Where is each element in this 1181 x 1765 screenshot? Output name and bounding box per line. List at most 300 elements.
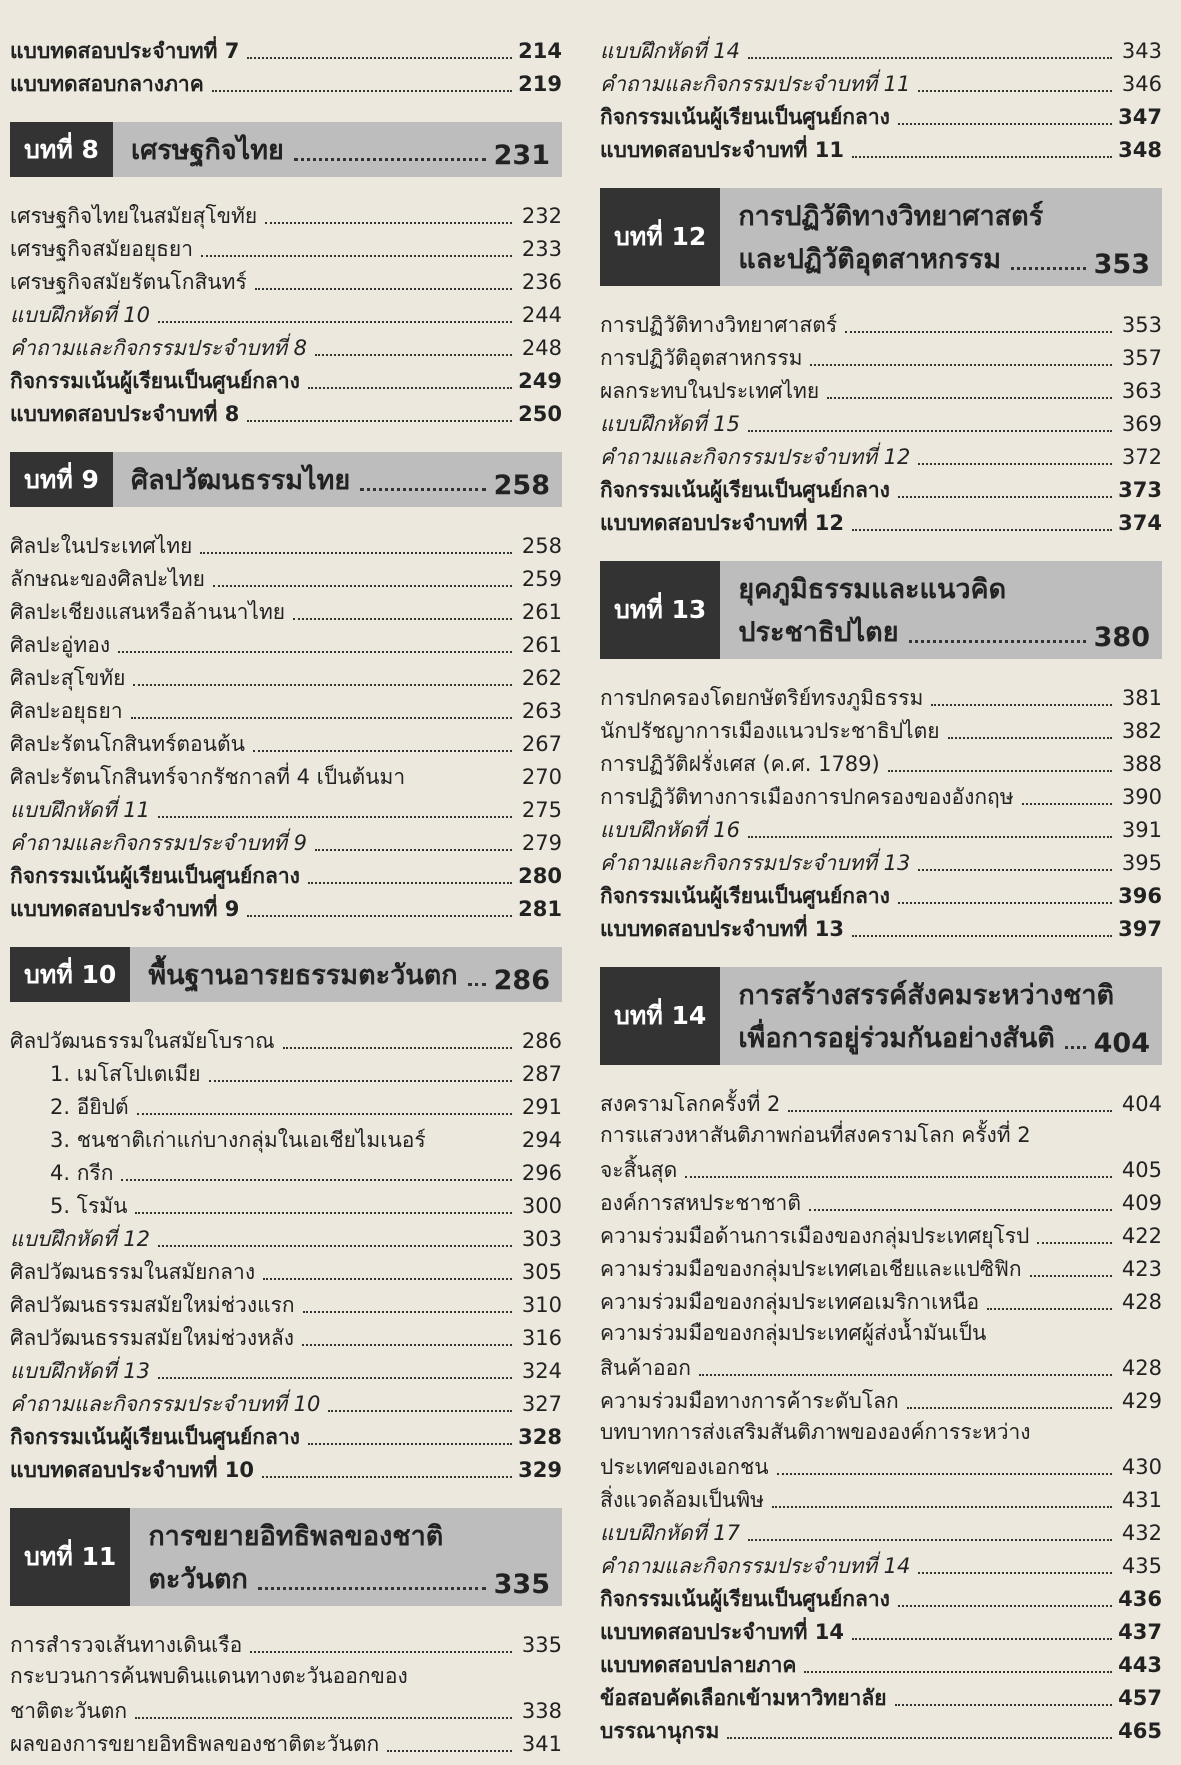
toc-entry-page: 341 <box>521 1732 562 1756</box>
toc-entry[interactable] <box>600 1384 1162 1417</box>
toc-entry-title: แบบฝึกหัดที่ 11 <box>10 798 150 822</box>
chapter-badge: บทที่ 13 <box>600 561 720 659</box>
toc-entry-page: 219 <box>518 72 562 96</box>
toc-entry-page: 327 <box>521 1392 562 1416</box>
toc-entry[interactable] <box>600 1681 1162 1714</box>
toc-entry-title: แบบทดสอบปลายภาค <box>600 1653 797 1677</box>
toc-entry-title: ชาติตะวันตก <box>10 1699 128 1723</box>
toc-entry-page: 388 <box>1121 752 1162 776</box>
toc-entry-page: 335 <box>521 1633 562 1657</box>
chapter-badge: บทที่ 12 <box>600 188 720 286</box>
toc-entry-title: กิจกรรมเน้นผู้เรียนเป็นศูนย์กลาง <box>600 884 890 908</box>
toc-entry-title: ศิลปะรัตนโกสินทร์ตอนต้น <box>10 732 245 756</box>
toc-entry-page: 291 <box>521 1095 562 1119</box>
toc-entry-title: ศิลปวัฒนธรรมสมัยใหม่ช่วงแรก <box>10 1293 295 1317</box>
toc-entry-title: 2. อียิปต์ <box>50 1095 129 1119</box>
toc-entry[interactable] <box>10 694 562 727</box>
leader-dots <box>1022 803 1112 805</box>
toc-entry[interactable] <box>600 846 1162 879</box>
toc-entry-title: แบบทดสอบประจำบทที่ 14 <box>600 1620 844 1644</box>
toc-entry-page: 429 <box>1121 1389 1162 1413</box>
leader-dots <box>262 1476 512 1478</box>
toc-entry[interactable] <box>10 1090 562 1123</box>
toc-entry-page: 267 <box>521 732 562 756</box>
toc-top-entries <box>10 0 562 100</box>
toc-entry-title: เศรษฐกิจสมัยอยุธยา <box>10 237 194 261</box>
toc-entry[interactable] <box>600 780 1162 813</box>
toc-entry-title: ศิลปะรัตนโกสินทร์จากรัชกาลที่ 4 เป็นต้นมา <box>10 765 406 789</box>
toc-entry[interactable] <box>10 826 562 859</box>
toc-entry[interactable] <box>10 1222 562 1255</box>
toc-entry-title: 4. กรีก <box>50 1161 114 1185</box>
leader-dots <box>748 57 1112 59</box>
toc-entry[interactable] <box>10 232 562 265</box>
toc-entry-title: ศิลปะอู่ทอง <box>10 633 111 657</box>
toc-entry-title: นักปรัชญาการเมืองแนวประชาธิปไตย <box>600 719 940 743</box>
spacer <box>600 945 1162 959</box>
chapter-entries-ch11 <box>10 1628 562 1760</box>
toc-entry[interactable] <box>600 681 1162 714</box>
chapter-header-ch8[interactable] <box>10 122 562 177</box>
chapter-title-row <box>148 1514 550 1557</box>
toc-entry[interactable] <box>600 879 1162 912</box>
chapter-title-row <box>738 973 1150 1016</box>
chapter-page: 380 <box>1093 622 1150 653</box>
toc-entry[interactable] <box>10 562 562 595</box>
toc-entry[interactable] <box>10 1057 562 1090</box>
toc-entry-page: 281 <box>518 897 562 921</box>
leader-dots <box>158 816 512 818</box>
toc-entry[interactable] <box>600 1417 1162 1450</box>
toc-entry-title: ลักษณะของศิลปะไทย <box>10 567 205 591</box>
toc-entry-title: 1. เมโสโปเตเมีย <box>50 1062 201 1086</box>
leader-dots <box>809 1209 1112 1211</box>
toc-entry-page: 261 <box>521 600 562 624</box>
leader-dots <box>263 1278 512 1280</box>
leader-dots <box>898 496 1112 498</box>
toc-entry-page: 259 <box>521 567 562 591</box>
chapter-title <box>130 947 562 1002</box>
leader-dots <box>888 770 1112 772</box>
toc-entry-page: 432 <box>1121 1521 1162 1545</box>
leader-dots <box>852 529 1112 531</box>
toc-entry-page: 250 <box>518 402 562 426</box>
toc-entry[interactable] <box>600 747 1162 780</box>
toc-entry-title: จะสิ้นสุด <box>600 1158 678 1182</box>
chapter-title <box>720 967 1162 1065</box>
leader-dots <box>685 1176 1112 1178</box>
toc-entry-page: 305 <box>521 1260 562 1284</box>
chapter-header-ch10[interactable] <box>10 947 562 1002</box>
leader-dots <box>315 354 512 356</box>
toc-entry[interactable] <box>10 364 562 397</box>
toc-entry[interactable] <box>600 1087 1162 1120</box>
toc-entry-title: กิจกรรมเน้นผู้เรียนเป็นศูนย์กลาง <box>600 478 890 502</box>
toc-entry[interactable] <box>10 34 562 67</box>
chapter-title-row <box>131 128 550 171</box>
leader-dots <box>468 983 486 986</box>
toc-entry-page: 457 <box>1118 1686 1162 1710</box>
toc-entry-title: แบบทดสอบกลางภาค <box>10 72 204 96</box>
leader-dots <box>748 836 1112 838</box>
leader-dots <box>247 915 512 917</box>
toc-entry[interactable] <box>600 1186 1162 1219</box>
toc-entry-page: 423 <box>1121 1257 1162 1281</box>
toc-entry[interactable] <box>600 1351 1162 1384</box>
toc-entry-title: แบบทดสอบประจำบทที่ 7 <box>10 39 240 63</box>
leader-dots <box>315 849 512 851</box>
leader-dots <box>909 640 1086 643</box>
leader-dots <box>158 1245 512 1247</box>
toc-entry[interactable] <box>10 1661 562 1694</box>
toc-entry-page: 428 <box>1121 1290 1162 1314</box>
toc-entry-page: 431 <box>1121 1488 1162 1512</box>
leader-dots <box>852 935 1112 937</box>
leader-dots <box>918 869 1112 871</box>
toc-entry-title: ความร่วมมือของกลุ่มประเทศเอเชียและแปซิฟิก <box>600 1257 1022 1281</box>
toc-entry-page: 374 <box>1118 511 1162 535</box>
leader-dots <box>135 1717 512 1719</box>
toc-entry-page: 316 <box>521 1326 562 1350</box>
toc-entry-page: 343 <box>1121 39 1162 63</box>
leader-dots <box>852 1638 1112 1640</box>
toc-entry[interactable] <box>600 1153 1162 1186</box>
toc-entry[interactable] <box>600 1318 1162 1351</box>
leader-dots <box>898 123 1112 125</box>
chapter-title-text: ศิลปวัฒนธรรมไทย <box>130 465 351 496</box>
toc-entry-title: คำถามและกิจกรรมประจำบทที่ 9 <box>10 831 308 855</box>
chapter-header-ch9[interactable] <box>10 452 562 507</box>
toc-entry-page: 287 <box>521 1062 562 1086</box>
leader-dots <box>255 288 512 290</box>
toc-entry[interactable] <box>10 1694 562 1727</box>
toc-entry[interactable] <box>600 100 1162 133</box>
toc-entry-title: กิจกรรมเน้นผู้เรียนเป็นศูนย์กลาง <box>10 1425 300 1449</box>
toc-entry[interactable] <box>600 308 1162 341</box>
toc-entry[interactable] <box>10 331 562 364</box>
toc-entry[interactable] <box>10 1189 562 1222</box>
toc-entry[interactable] <box>10 1727 562 1760</box>
toc-entry-title: กิจกรรมเน้นผู้เรียนเป็นศูนย์กลาง <box>600 1587 890 1611</box>
chapter-header-ch12[interactable] <box>600 188 1162 286</box>
toc-entry-title: คำถามและกิจกรรมประจำบทที่ 14 <box>600 1554 911 1578</box>
toc-entry[interactable] <box>10 760 562 793</box>
toc-entry[interactable] <box>600 1615 1162 1648</box>
chapter-title-row <box>148 953 550 996</box>
chapter-title-row <box>131 458 550 501</box>
leader-dots <box>308 1443 512 1445</box>
toc-entry[interactable] <box>10 1387 562 1420</box>
leader-dots <box>213 585 512 587</box>
toc-entry[interactable] <box>600 1483 1162 1516</box>
leader-dots <box>133 684 512 686</box>
toc-entry[interactable] <box>10 793 562 826</box>
toc-entry-title: สินค้าออก <box>600 1356 691 1380</box>
toc-entry-page: 279 <box>521 831 562 855</box>
toc-entry[interactable] <box>600 67 1162 100</box>
toc-entry-title: ความร่วมมือด้านการเมืองของกลุ่มประเทศยุโรป <box>600 1224 1030 1248</box>
spacer <box>10 100 562 114</box>
toc-entry-page: 348 <box>1118 138 1162 162</box>
toc-entry-page: 296 <box>521 1161 562 1185</box>
toc-entry-title: ความร่วมมือของกลุ่มประเทศผู้ส่งน้ำมันเป็น <box>600 1321 987 1345</box>
toc-entry-page: 236 <box>521 270 562 294</box>
toc-entry-page: 324 <box>521 1359 562 1383</box>
toc-entry-title: 3. ชนชาติเก่าแก่บางกลุ่มในเอเชียไมเนอร์ <box>50 1128 426 1152</box>
spacer <box>600 166 1162 180</box>
leader-dots <box>265 222 512 224</box>
leader-dots <box>209 1080 512 1082</box>
leader-dots <box>118 651 512 653</box>
toc-entry[interactable] <box>10 1453 562 1486</box>
toc-entry-title: การปกครองโดยกษัตริย์ทรงภูมิธรรม <box>600 686 924 710</box>
toc-entry[interactable] <box>600 912 1162 945</box>
leader-dots <box>918 1572 1112 1574</box>
toc-entry[interactable] <box>10 727 562 760</box>
spacer <box>600 539 1162 553</box>
toc-entry-title: คำถามและกิจกรรมประจำบทที่ 10 <box>10 1392 321 1416</box>
chapter-title-line1: การสร้างสรรค์สังคมระหว่างชาติ <box>738 980 1115 1011</box>
chapter-page: 404 <box>1093 1028 1150 1059</box>
leader-dots <box>810 364 1112 366</box>
leader-dots <box>158 1377 512 1379</box>
toc-entry-page: 249 <box>518 369 562 393</box>
chapter-page: 353 <box>1093 249 1150 280</box>
toc-entry[interactable] <box>600 1549 1162 1582</box>
toc-entry-page: 263 <box>521 699 562 723</box>
toc-entry[interactable] <box>10 1628 562 1661</box>
toc-entry[interactable] <box>10 1123 562 1156</box>
toc-entry[interactable] <box>10 67 562 100</box>
chapter-title-line2: ประชาธิปไตย <box>738 617 899 648</box>
chapter-header-ch11[interactable] <box>10 1508 562 1606</box>
toc-entry-title: ศิลปวัฒนธรรมในสมัยโบราณ <box>10 1029 275 1053</box>
toc-entry-page: 310 <box>521 1293 562 1317</box>
chapter-title-line1: ยุคภูมิธรรมและแนวคิด <box>738 574 1007 605</box>
toc-entry-title: ศิลปวัฒนธรรมสมัยใหม่ช่วงหลัง <box>10 1326 295 1350</box>
toc-entry-title: ประเทศของเอกชน <box>600 1455 769 1479</box>
toc-entry-page: 275 <box>521 798 562 822</box>
toc-entry-page: 258 <box>521 534 562 558</box>
toc-entry-title: แบบทดสอบประจำบทที่ 13 <box>600 917 844 941</box>
chapter-title-line1: การขยายอิทธิพลของชาติ <box>148 1521 444 1552</box>
leader-dots <box>777 1473 1112 1475</box>
leader-dots <box>200 552 512 554</box>
toc-entry[interactable] <box>600 440 1162 473</box>
leader-dots <box>413 783 512 785</box>
toc-entry[interactable] <box>10 661 562 694</box>
chapter-entries-ch13 <box>600 681 1162 945</box>
toc-entry-title: แบบฝึกหัดที่ 12 <box>10 1227 150 1251</box>
chapter-title <box>720 188 1162 286</box>
toc-entry-page: 391 <box>1121 818 1162 842</box>
toc-entry-title: แบบฝึกหัดที่ 10 <box>10 303 150 327</box>
chapter-page: 258 <box>493 470 550 501</box>
toc-entry-title: กิจกรรมเน้นผู้เรียนเป็นศูนย์กลาง <box>10 864 300 888</box>
toc-entry[interactable] <box>600 473 1162 506</box>
leader-dots <box>308 882 512 884</box>
leader-dots <box>250 1651 512 1653</box>
leader-dots <box>788 1110 1112 1112</box>
toc-entry-page: 404 <box>1121 1092 1162 1116</box>
toc-entry-title: ความร่วมมือของกลุ่มประเทศอเมริกาเหนือ <box>600 1290 980 1314</box>
chapter-title <box>720 561 1162 659</box>
toc-entry-page: 328 <box>518 1425 562 1449</box>
toc-entry-page: 270 <box>521 765 562 789</box>
toc-entry-title: ศิลปะเชียงแสนหรือล้านนาไทย <box>10 600 286 624</box>
toc-entry[interactable] <box>600 1285 1162 1318</box>
toc-entry[interactable] <box>600 133 1162 166</box>
toc-entry-page: 353 <box>1121 313 1162 337</box>
toc-entry-title: แบบทดสอบประจำบทที่ 8 <box>10 402 240 426</box>
leader-dots <box>1065 1046 1086 1049</box>
spacer <box>10 925 562 939</box>
toc-entry-page: 435 <box>1121 1554 1162 1578</box>
toc-entry-page: 405 <box>1121 1158 1162 1182</box>
leader-dots <box>804 1671 1112 1673</box>
toc-entry-page: 214 <box>518 39 562 63</box>
leader-dots <box>748 1539 1112 1541</box>
toc-entry[interactable] <box>600 1219 1162 1252</box>
toc-entry[interactable] <box>10 1321 562 1354</box>
toc-entry[interactable] <box>10 529 562 562</box>
toc-entry-title: กระบวนการค้นพบดินแดนทางตะวันออกของ <box>10 1664 408 1688</box>
toc-entry[interactable] <box>600 407 1162 440</box>
toc-entry-page: 373 <box>1118 478 1162 502</box>
toc-entry-page: 286 <box>521 1029 562 1053</box>
toc-entry[interactable] <box>600 1714 1162 1747</box>
toc-entry[interactable] <box>10 892 562 925</box>
leader-dots <box>827 397 1112 399</box>
leader-dots <box>294 158 486 161</box>
toc-entry-title: ความร่วมมือทางการค้าระดับโลก <box>600 1389 899 1413</box>
toc-entry-page: 346 <box>1121 72 1162 96</box>
leader-dots <box>931 704 1112 706</box>
chapter-title-line2: เพื่อการอยู่ร่วมกันอย่างสันติ <box>738 1023 1055 1054</box>
toc-entry[interactable] <box>10 298 562 331</box>
leader-dots <box>121 1179 512 1181</box>
spacer <box>10 430 562 444</box>
toc-entry-title: คำถามและกิจกรรมประจำบทที่ 11 <box>600 72 911 96</box>
toc-column-left <box>10 0 562 1760</box>
toc-entry-title: คำถามและกิจกรรมประจำบทที่ 13 <box>600 851 911 875</box>
toc-entry-title: 5. โรมัน <box>50 1194 128 1218</box>
toc-entry[interactable] <box>600 341 1162 374</box>
toc-entry[interactable] <box>10 1024 562 1057</box>
toc-entry-title: ผลของการขยายอิทธิพลของชาติตะวันตก <box>10 1732 380 1756</box>
chapter-title-row <box>738 610 1150 653</box>
toc-entry[interactable] <box>10 1288 562 1321</box>
toc-entry[interactable] <box>600 1516 1162 1549</box>
toc-entry[interactable] <box>10 1255 562 1288</box>
toc-entry[interactable] <box>10 1156 562 1189</box>
chapter-title-row <box>738 237 1150 280</box>
leader-dots <box>727 1737 1112 1739</box>
toc-entry[interactable] <box>10 265 562 298</box>
toc-entry[interactable] <box>10 199 562 232</box>
chapter-header-ch14[interactable] <box>600 967 1162 1065</box>
toc-entry[interactable] <box>600 374 1162 407</box>
leader-dots <box>283 1047 512 1049</box>
toc-entry[interactable] <box>600 34 1162 67</box>
leader-dots <box>898 902 1112 904</box>
toc-entry-page: 262 <box>521 666 562 690</box>
toc-entry-title: ศิลปะอยุธยา <box>10 699 123 723</box>
toc-entry-title: กิจกรรมเน้นผู้เรียนเป็นศูนย์กลาง <box>600 105 890 129</box>
toc-entry-page: 244 <box>521 303 562 327</box>
leader-dots <box>1037 1242 1112 1244</box>
toc-entry[interactable] <box>600 714 1162 747</box>
toc-entry[interactable] <box>10 397 562 430</box>
toc-entry-page: 329 <box>518 1458 562 1482</box>
toc-entry[interactable] <box>10 628 562 661</box>
toc-entry[interactable] <box>600 1582 1162 1615</box>
toc-entry-title: เศรษฐกิจสมัยรัตนโกสินทร์ <box>10 270 247 294</box>
leader-dots <box>303 1311 512 1313</box>
toc-entry[interactable] <box>600 1450 1162 1483</box>
toc-entry-title: ผลกระทบในประเทศไทย <box>600 379 820 403</box>
leader-dots <box>247 420 512 422</box>
toc-entry[interactable] <box>600 813 1162 846</box>
chapter-title-row <box>738 567 1150 610</box>
toc-entry-title: ศิลปะสุโขทัย <box>10 666 126 690</box>
toc-entry[interactable] <box>600 1648 1162 1681</box>
toc-entry-page: 381 <box>1121 686 1162 710</box>
leader-dots <box>918 463 1112 465</box>
leader-dots <box>699 1374 1112 1376</box>
toc-entry-page: 397 <box>1118 917 1162 941</box>
leader-dots <box>907 1407 1112 1409</box>
chapter-entries-ch12 <box>600 308 1162 539</box>
toc-entry-page: 437 <box>1118 1620 1162 1644</box>
toc-entry[interactable] <box>10 859 562 892</box>
chapter-title-row <box>148 1557 550 1600</box>
toc-entry[interactable] <box>10 595 562 628</box>
leader-dots <box>212 90 512 92</box>
toc-entry-page: 300 <box>521 1194 562 1218</box>
toc-entry-title: แบบทดสอบประจำบทที่ 9 <box>10 897 240 921</box>
toc-entry[interactable] <box>10 1420 562 1453</box>
toc-entry-title: กิจกรรมเน้นผู้เรียนเป็นศูนย์กลาง <box>10 369 300 393</box>
chapter-title-text: พื้นฐานอารยธรรมตะวันตก <box>148 960 458 991</box>
toc-entry-page: 338 <box>521 1699 562 1723</box>
toc-entry[interactable] <box>600 1252 1162 1285</box>
chapter-title-line2: และปฏิวัติอุตสาหกรรม <box>738 244 1002 275</box>
leader-dots <box>772 1506 1112 1508</box>
toc-entry-page: 443 <box>1118 1653 1162 1677</box>
leader-dots <box>308 387 512 389</box>
toc-entry-title: แบบฝึกหัดที่ 15 <box>600 412 740 436</box>
toc-entry[interactable] <box>10 1354 562 1387</box>
toc-entry-title: แบบฝึกหัดที่ 14 <box>600 39 740 63</box>
toc-entry-title: แบบฝึกหัดที่ 13 <box>10 1359 150 1383</box>
chapter-title-line1: การปฏิวัติทางวิทยาศาสตร์ <box>738 201 1044 232</box>
toc-entry-page: 422 <box>1121 1224 1162 1248</box>
chapter-header-ch13[interactable] <box>600 561 1162 659</box>
toc-entry-title: คำถามและกิจกรรมประจำบทที่ 8 <box>10 336 308 360</box>
toc-entry-page: 409 <box>1121 1191 1162 1215</box>
leader-dots <box>852 156 1112 158</box>
toc-entry[interactable] <box>600 506 1162 539</box>
toc-entry-page: 233 <box>521 237 562 261</box>
toc-entry-page: 382 <box>1121 719 1162 743</box>
toc-entry-page: 395 <box>1121 851 1162 875</box>
toc-entry-title: ศิลปวัฒนธรรมในสมัยกลาง <box>10 1260 256 1284</box>
toc-entry[interactable] <box>600 1120 1162 1153</box>
leader-dots <box>987 1308 1112 1310</box>
toc-entry-page: 465 <box>1118 1719 1162 1743</box>
toc-entry-page: 294 <box>521 1128 562 1152</box>
